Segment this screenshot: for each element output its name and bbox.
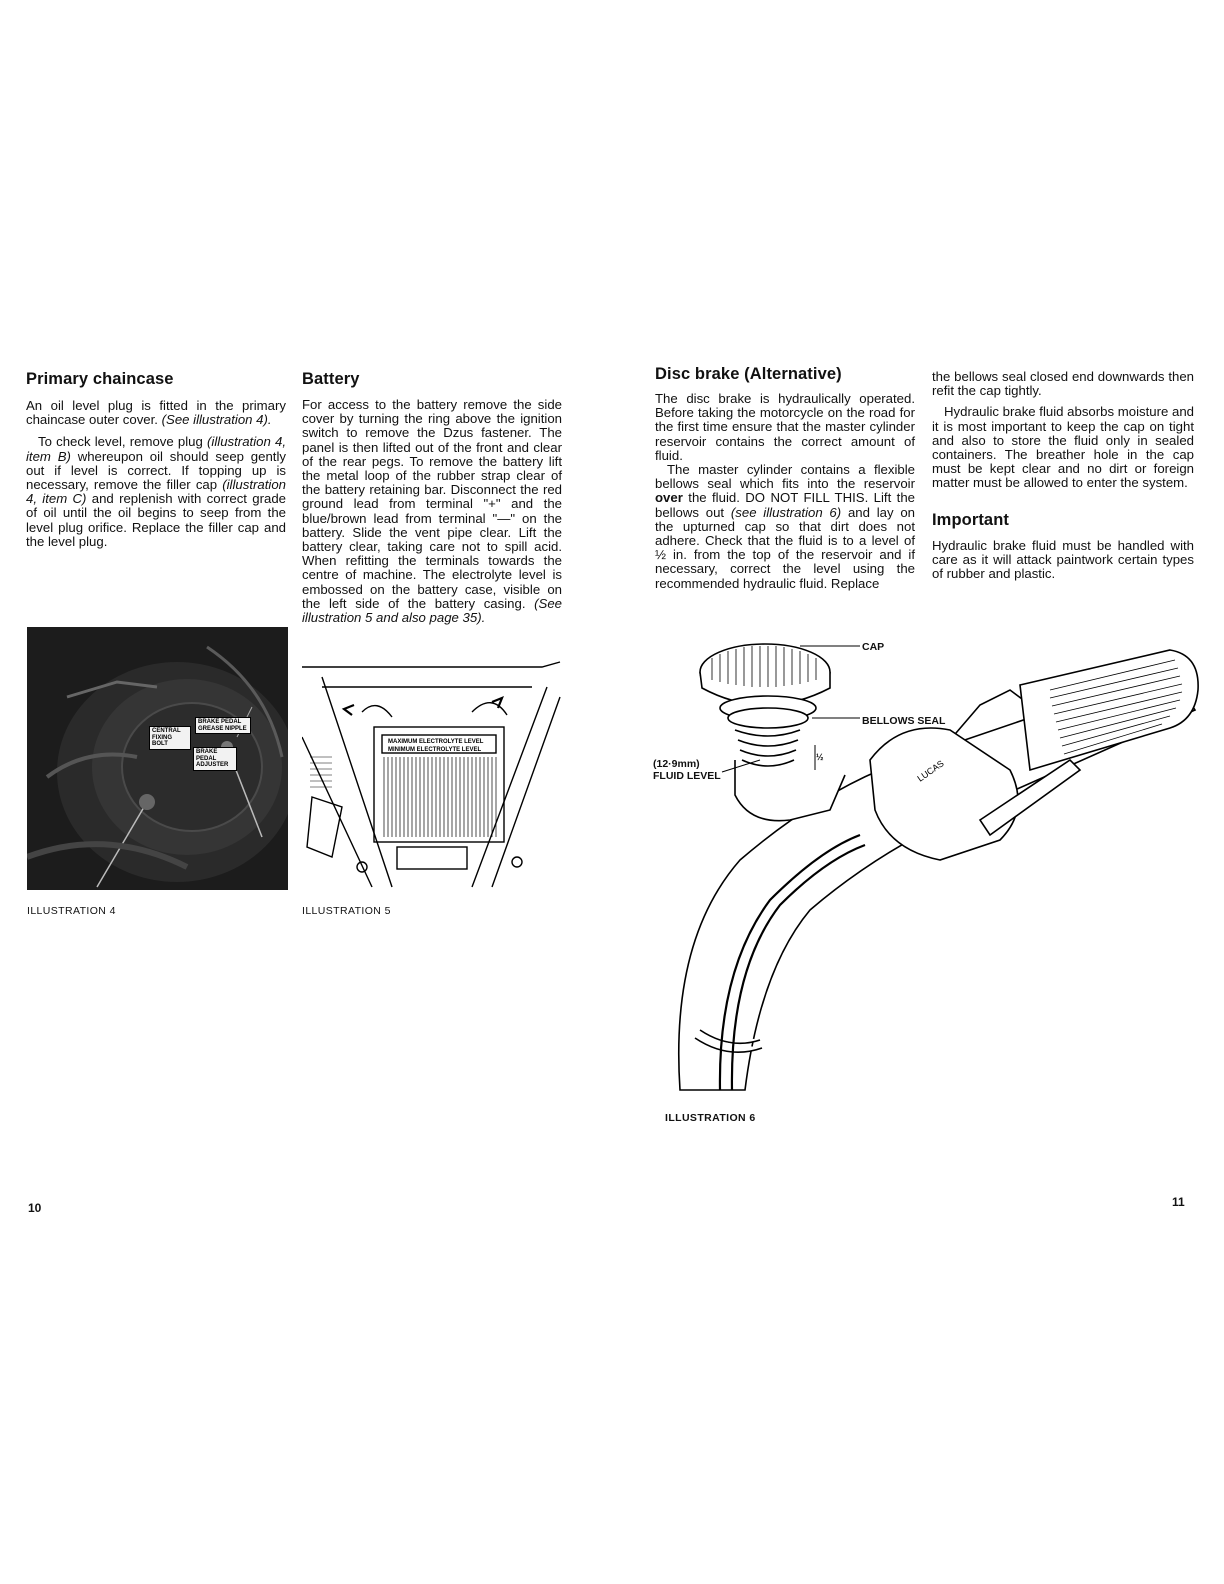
disc-brake-heading: Disc brake (Alternative) <box>655 365 842 383</box>
label-brake-pedal-grease-nipple: BRAKE PEDAL GREASE NIPPLE <box>195 717 251 734</box>
text: and lay on the upturned cap so that dirt does not adhere. Check that the fluid is to a level of ½ in. from the top of the reservoir and if necessary, correct the level using the recommended hydraulic fluid. Replace <box>655 504 916 591</box>
label-fluid-level: FLUID LEVEL <box>653 770 721 782</box>
reference: (illustration 4, item C) <box>26 477 286 507</box>
illustration-4-photo <box>27 627 288 890</box>
battery-paragraph <box>302 398 562 625</box>
illustration-4-caption: ILLUSTRATION 4 <box>27 905 116 917</box>
battery-drawing <box>302 657 562 893</box>
reference: (See illustration 5 and also page 35). <box>302 595 562 626</box>
label-brake-pedal-adjuster: BRAKE PEDAL ADJUSTER <box>193 747 237 771</box>
page-number-left: 10 <box>28 1201 42 1215</box>
disc-brake-section <box>655 365 915 591</box>
disc-brake-paragraph-1: The disc brake is hydraulically operated. Before taking the motorcycle on the road for the first time ensure that the master cylinder reservoir contains the correct amount of fluid. <box>655 391 915 463</box>
battery-heading: Battery <box>302 370 360 388</box>
text: To check level, remove plug <box>38 434 203 450</box>
lucas-brand: LUCAS <box>915 758 946 784</box>
min-electrolyte-label: MINIMUM ELECTROLYTE LEVEL <box>388 747 482 753</box>
illustration-5-drawing <box>302 657 562 893</box>
illustration-6-caption: ILLUSTRATION 6 <box>665 1112 756 1124</box>
text: For access to the battery remove the side cover by turning the ring above the ignition switch to remove the Dzus fastener. The panel is then lifted out of the front and clear of the rear pegs. To remove the battery lift the metal loop of the rubber strap clear of the battery retaining bar. Disconnect the red ground lead from terminal "+" and the blue/brown lead from terminal "—" on the battery. Slide the vent pipe clear. Lift the battery clear, taking care not to spill acid. When refitting the terminals towards the centre of machine. The electrolyte level is embossed on the battery case, visible on the left side of the battery casing. <box>302 397 562 611</box>
label-fluid-level-mm: (12·9mm) <box>653 758 700 770</box>
illustration-5-caption: ILLUSTRATION 5 <box>302 905 391 917</box>
primary-chaincase-heading: Primary chaincase <box>26 370 174 388</box>
primary-chaincase-paragraph-1 <box>26 399 286 427</box>
primary-chaincase-section <box>26 370 286 549</box>
label-cap: CAP <box>862 641 885 653</box>
max-electrolyte-label: MAXIMUM ELECTROLYTE LEVEL <box>388 739 484 745</box>
reference: (see illustration 6) <box>730 504 842 520</box>
text: whereupon oil should seep gently out if level is correct. If topping up is necessary, remove the filler cap <box>26 448 286 493</box>
important-paragraph: Hydraulic brake fluid must be handled with care as it will attack paintwork certain types of rubber and plastic. <box>932 537 1194 582</box>
reference: (See illustration 4). <box>161 412 272 428</box>
disc-brake-continued <box>932 370 1194 581</box>
disc-brake-paragraph-2 <box>655 463 915 591</box>
text: The master cylinder contains a flexible bellows seal which fits into the reservoir <box>655 462 915 492</box>
illustration-6-drawing <box>650 610 1200 1100</box>
important-heading: Important <box>932 510 1009 529</box>
emphasis: over <box>655 490 683 506</box>
primary-chaincase-paragraph-2 <box>26 435 286 549</box>
text: and replenish with correct grade of oil until the oil begins to seep from the level plug orifice. Replace the filler cap and the level plug. <box>26 491 286 549</box>
continued-paragraph-2: Hydraulic brake fluid absorbs moisture and it is most important to keep the cap on tight and also to store the fluid only in sealed containers. The breather hole in the cap must be kept clear and no dirt or foreign matter must be allowed to enter the system. <box>932 404 1194 491</box>
engine-cover-photo <box>27 627 288 890</box>
text: An oil level plug is fitted in the primary chaincase outer cover. <box>26 398 286 428</box>
reference: (illustration 4, item B) <box>26 434 286 464</box>
label-central-fixing-bolt: CENTRAL FIXING BOLT <box>149 726 191 750</box>
battery-section <box>302 370 562 625</box>
page-number-right: 11 <box>1172 1195 1185 1209</box>
text: the fluid. DO NOT FILL THIS. Lift the bellows out <box>655 490 915 520</box>
label-bellows-seal: BELLOWS SEAL <box>862 715 946 727</box>
master-cylinder-drawing <box>650 610 1200 1100</box>
label-half-inch: ½ <box>816 752 824 762</box>
continued-paragraph-1: the bellows seal closed end downwards then refit the cap tightly. <box>932 369 1194 399</box>
